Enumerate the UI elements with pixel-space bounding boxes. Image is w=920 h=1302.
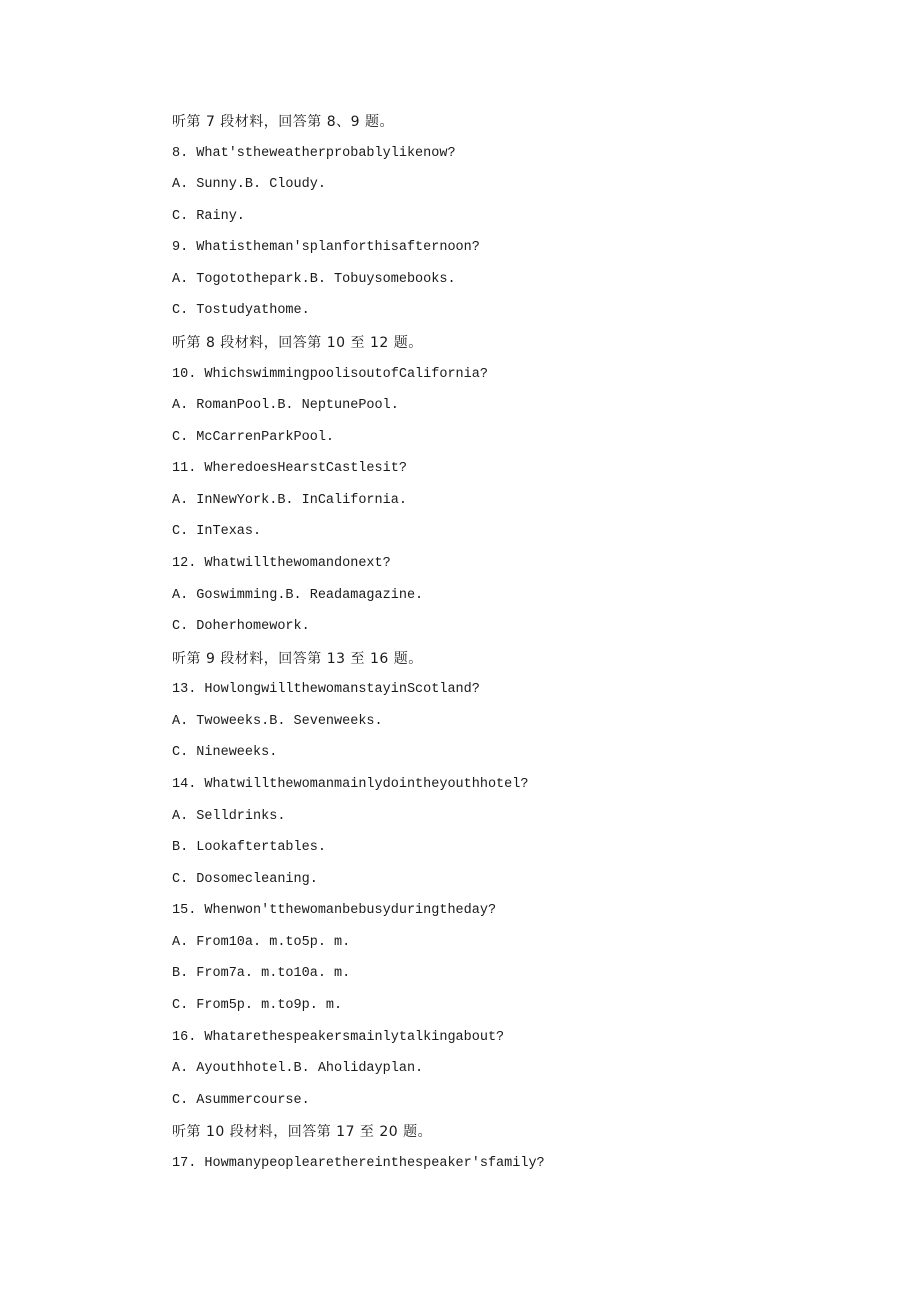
options-16-c: C. Asummercourse. <box>172 1093 310 1108</box>
question-12: 12. Whatwillthewomandonext? <box>172 556 391 571</box>
options-10-c: C. McCarrenParkPool. <box>172 430 335 445</box>
option-15-a: A. From10a. m.to5p. m. <box>172 935 351 950</box>
options-12-ab: A. Goswimming.B. Readamagazine. <box>172 588 424 603</box>
question-14: 14. Whatwillthewomanmainlydointheyouthhotel? <box>172 777 529 792</box>
option-14-c: C. Dosomecleaning. <box>172 872 318 887</box>
options-8-ab: A. Sunny.B. Cloudy. <box>172 177 326 192</box>
section-heading: 听第 9 段材料，回答第 13 至 16 题。 <box>172 651 423 667</box>
options-8-c: C. Rainy. <box>172 209 245 224</box>
section-heading: 听第 10 段材料，回答第 17 至 20 题。 <box>172 1124 433 1140</box>
question-10: 10. WhichswimmingpoolisoutofCalifornia? <box>172 367 488 382</box>
options-16-ab: A. Ayouthhotel.B. Aholidayplan. <box>172 1061 424 1076</box>
option-14-a: A. Selldrinks. <box>172 809 286 824</box>
section-heading: 听第 8 段材料，回答第 10 至 12 题。 <box>172 335 423 351</box>
question-11: 11. WheredoesHearstCastlesit? <box>172 461 407 476</box>
options-11-ab: A. InNewYork.B. InCalifornia. <box>172 493 407 508</box>
question-13: 13. HowlongwillthewomanstayinScotland? <box>172 682 480 697</box>
options-13-c: C. Nineweeks. <box>172 745 278 760</box>
question-17: 17. Howmanypeoplearethereinthespeaker'sfamily? <box>172 1156 545 1171</box>
options-12-c: C. Doherhomework. <box>172 619 310 634</box>
question-15: 15. Whenwon'tthewomanbebusyduringtheday? <box>172 903 497 918</box>
option-14-b: B. Lookaftertables. <box>172 840 326 855</box>
options-9-c: C. Tostudyathome. <box>172 303 310 318</box>
question-16: 16. Whatarethespeakersmainlytalkingabout? <box>172 1030 505 1045</box>
options-11-c: C. InTexas. <box>172 524 262 539</box>
options-13-ab: A. Twoweeks.B. Sevenweeks. <box>172 714 383 729</box>
section-heading: 听第 7 段材料，回答第 8、9 题。 <box>172 114 395 130</box>
options-10-ab: A. RomanPool.B. NeptunePool. <box>172 398 399 413</box>
option-15-c: C. From5p. m.to9p. m. <box>172 998 343 1013</box>
question-8: 8. What'stheweatherprobablylikenow? <box>172 146 456 161</box>
options-9-ab: A. Togotothepark.B. Tobuysomebooks. <box>172 272 456 287</box>
option-15-b: B. From7a. m.to10a. m. <box>172 966 351 981</box>
question-9: 9. Whatistheman'splanforthisafternoon? <box>172 240 480 255</box>
